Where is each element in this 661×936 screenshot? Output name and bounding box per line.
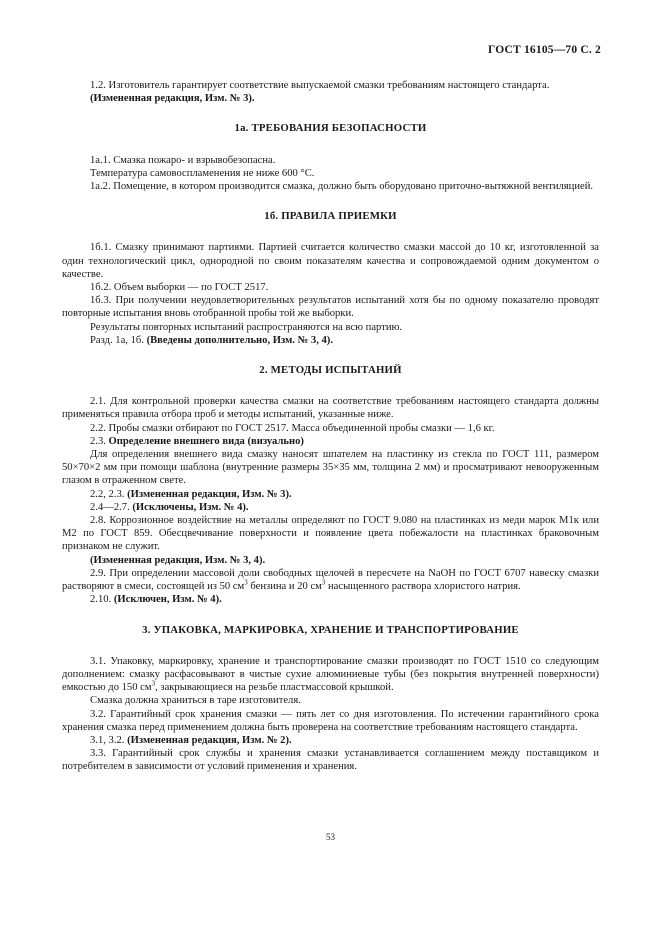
- paragraph-2-10: 2.10. (Исключен, Изм. № 4).: [90, 594, 222, 606]
- paragraph-1-2: 1.2. Изготовитель гарантирует соответствие выпускаемой смазки требованиям настоящего стандарта.: [90, 80, 550, 91]
- paragraph-1b-1: 1б.1. Смазку принимают партиями. Партией считается количество смазки массой до 10 кг, изготовленной за один технологический цикл, однородной по своим показателям качества и сопровождаемой одним документом о качестве.: [62, 242, 599, 280]
- paragraph-2-2: 2.2. Пробы смазки отбирают по ГОСТ 2517. Масса объединенной пробы смазки — 1,6 кг.: [90, 422, 495, 434]
- paragraph-2-1: 2.1. Для контрольной проверки качества смазки на соответствие требованиям настоящего стандарта должны применяться правила отбора проб и методы испытаний, указанные ниже.: [62, 396, 599, 421]
- paragraph-1b-2: 1б.2. Объем выборки — по ГОСТ 2517.: [90, 282, 269, 294]
- page-number: 53: [326, 832, 335, 842]
- paragraph-2-3-method: Для определения внешнего вида смазку наносят шпателем на пластинку из стекла по ГОСТ 111, размером 50×70×2 мм при помощи шаблона (внутренние размеры 35×35 мм, толщина 2 мм) и просматривают невооруженным глазом в отраженном свете.: [62, 449, 599, 487]
- paragraph-2-8: 2.8. Коррозионное воздействие на металлы определяют по ГОСТ 9.080 на пластинках из меди марок М1к или М2 по ГОСТ 859. Обесцвечивание поверхности и появление цвета побежалости на пластинках браковочным признаком не служит.: [62, 515, 599, 553]
- amendment-note-2-8: (Измененная редакция, Изм. № 3, 4).: [90, 554, 266, 566]
- paragraph-1a-1: 1а.1. Смазка пожаро- и взрывобезопасна.: [90, 154, 276, 166]
- standard-header: ГОСТ 16105—70 С. 2: [488, 44, 601, 56]
- paragraph-1a-2: 1а.2. Помещение, в котором производится смазка, должно быть оборудовано приточно-вытяжной вентиляцией.: [90, 181, 594, 193]
- paragraph-3-2: 3.2. Гарантийный срок хранения смазки — пять лет со дня изготовления. По истечении гарантийного срока хранения смазка перед применением должна быть проверена на соответствие требованиям настоящего стандарта.: [62, 708, 599, 733]
- paragraph-3-3: 3.3. Гарантийный срок службы и хранения смазки устанавливается соглашением между поставщиком и потребителем в зависимости от условий применения и хранения.: [62, 748, 599, 773]
- section-heading-3: 3. УПАКОВКА, МАРКИРОВКА, ХРАНЕНИЕ И ТРАНСПОРТИРОВАНИЕ: [142, 623, 519, 636]
- paragraph-2-3: 2.3. Определение внешнего вида (визуально): [90, 435, 304, 447]
- paragraph-3-1: 3.1. Упаковку, маркировку, хранение и транспортирование смазки производят по ГОСТ 1510 со следующим дополнением: смазку расфасовывают в чистые сухие алюминиевые тубы (без покрытия внутренней поверхности) емкостью до 150 $см^3$, закрывающиеся на резьбе пластмассовой крышкой.: [62, 655, 599, 694]
- document-body: [62, 79, 599, 774]
- section-heading-2: 2. МЕТОДЫ ИСПЫТАНИЙ: [259, 364, 402, 377]
- section-heading-1b: 1б. ПРАВИЛА ПРИЕМКИ: [264, 210, 397, 223]
- amendment-note: (Измененная редакция, Изм. № 3).: [90, 93, 255, 105]
- amendment-note-1a-1b: Разд. 1а, 1б. (Введены дополнительно, Изм. № 3, 4).: [90, 334, 333, 346]
- paragraph-1b-3-results: Результаты повторных испытаний распространяются на всю партию.: [90, 321, 403, 333]
- amendment-note-2-4-2-7: 2.4—2.7. (Исключены, Изм. № 4).: [90, 501, 249, 513]
- section-heading-1a: 1а. ТРЕБОВАНИЯ БЕЗОПАСНОСТИ: [234, 122, 427, 135]
- paragraph-1b-3: 1б.3. При получении неудовлетворительных результатов испытаний хотя бы по одному показателю проводят повторные испытания вновь отобранной пробы той же выборки.: [62, 295, 599, 320]
- amendment-note-2-2-2-3: 2.2, 2.3. (Измененная редакция, Изм. № 3).: [90, 488, 292, 500]
- paragraph-2-9: 2.9. При определении массовой доли свободных щелочей в пересчете на NaOH по ГОСТ 6707 навеску смазки растворяют в смеси, состоящей из 50 $см^3$ бензина и 20 $см^3$ насыщенного раствора хлористого натрия.: [62, 567, 599, 593]
- paragraph-3-1-storage: Смазка должна храниться в таре изготовителя.: [90, 695, 301, 707]
- amendment-note-3-1-3-2: 3.1, 3.2. (Измененная редакция, Изм. № 2).: [90, 734, 292, 746]
- paragraph-1a-1-temp: Температура самовоспламенения не ниже 600 °С.: [90, 167, 315, 179]
